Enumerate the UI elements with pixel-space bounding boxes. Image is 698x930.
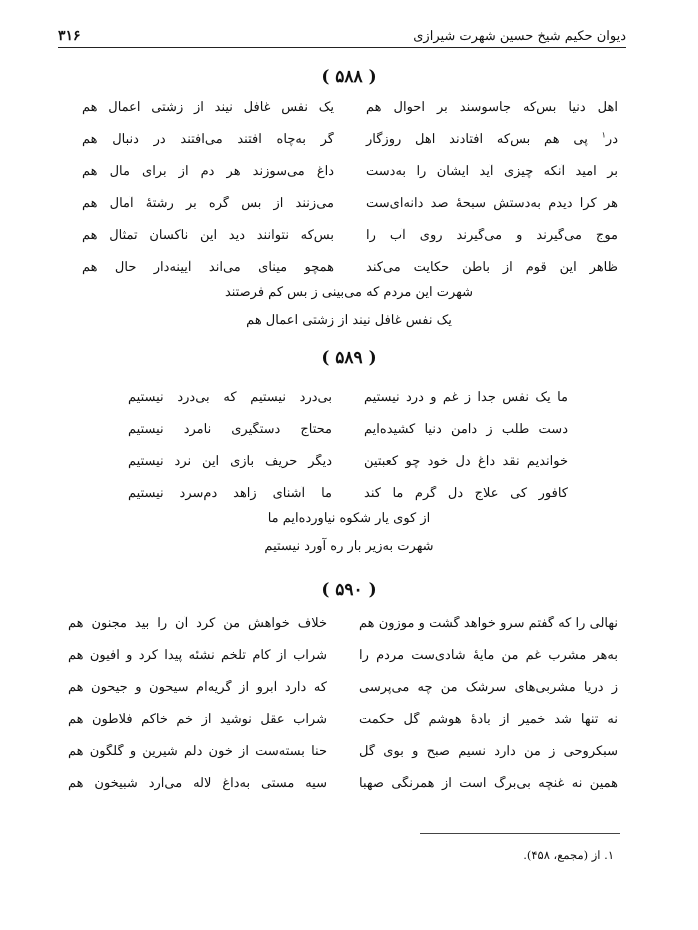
poem-title-588: ( ۵۸۸ ): [321, 67, 377, 87]
poem-588-closing-couplet: [0, 279, 698, 335]
couplet: [82, 155, 618, 187]
couplet: [68, 735, 618, 767]
hemistich-text: در$^۱$ پی هم بس‌که افتادند اهل روزگار: [366, 130, 618, 148]
poem-589-couplets: [128, 381, 568, 509]
footnote-divider: [420, 833, 620, 834]
second-hemistich: می‌زنند از بس گره بر رشتهٔ آمال هم: [82, 195, 334, 211]
running-header: [58, 18, 626, 48]
first-hemistich: دست طلب ز دامن دنیا کشیده‌ایم: [364, 421, 568, 437]
first-hemistich: همین نه غنچه بی‌برگ است از همرنگی صهبا: [359, 775, 618, 791]
second-hemistich: سیه مستی به‌داغ لاله می‌آرد شبیخون هم: [68, 775, 327, 791]
first-hemistich: سبکروحی ز من دارد نسیم صبح و بوی گل: [359, 743, 618, 759]
couplet: [82, 91, 618, 123]
second-hemistich: که دارد آبرو از گریه‌ام سیحون و جیحون هم: [68, 679, 327, 695]
page-number: ۳۱۶: [58, 28, 81, 44]
first-hemistich: ز دریا مشربی‌های سرشک من چه می‌پرسی: [359, 679, 618, 695]
second-hemistich: گر به‌چاه افتند می‌افتند در دنبال هم: [82, 131, 334, 147]
poem-588-couplets: [82, 91, 618, 283]
book-title: دیوان حکیم شیخ حسین شهرت شیرازی: [413, 29, 626, 44]
couplet: [128, 445, 568, 477]
first-hemistich: ما یک نفس جدا ز غم و درد نیستیم: [364, 389, 568, 405]
couplet: [82, 123, 618, 155]
first-hemistich: خواندیم نقد داغ دل خود چو کعبتین: [364, 453, 568, 469]
first-hemistich: اهل دنیا بس‌که جاسوسند بر احوال هم: [366, 99, 618, 115]
second-hemistich: حنا بسته‌ست از خون دلم شیرین و گلگون هم: [68, 743, 327, 759]
first-hemistich: به‌هر مشرب غم من مایهٔ شادی‌ست مردم را: [359, 647, 618, 663]
second-hemistich: ما آشنای زاهد دم‌سرد نیستیم: [128, 485, 332, 501]
second-hemistich: شراب از کام تلخم نشئه پیدا کرد و افیون هم: [68, 647, 327, 663]
second-hemistich: محتاج دستگیری نامرد نیستیم: [128, 421, 332, 437]
poem-title-589: ( ۵۸۹ ): [321, 348, 377, 368]
couplet: [128, 413, 568, 445]
closing-line: شهرت این مردم که می‌بینی ز بس کم فرصتند: [224, 285, 474, 300]
first-hemistich: بر امید آنکه چیزی آید ایشان را به‌دست: [366, 163, 618, 179]
couplet: [82, 219, 618, 251]
couplet: [68, 607, 618, 639]
footnote-reference-mark: ۱: [601, 130, 606, 140]
first-hemistich: نهالی را که گفتم سرو خواهد گشت و موزون هم: [359, 615, 618, 631]
couplet: [68, 703, 618, 735]
first-hemistich: هر کرا دیدم به‌دستش سبحهٔ صد دانه‌ای‌ست: [366, 195, 618, 211]
poem-589-closing-couplet: [0, 505, 698, 561]
first-hemistich: نه تنها شد خمیر از بادهٔ هوشم گل حکمت: [359, 711, 618, 727]
first-hemistich: موج می‌گیرند و می‌گیرند روی آب را: [366, 227, 618, 243]
second-hemistich: خلاف خواهش من کرد آن را بید مجنون هم: [68, 615, 327, 631]
first-hemistich: کافور کی علاج دل گرم ما کند: [364, 485, 568, 501]
closing-line: شهرت به‌زیر بار ره آورد نیستیم: [264, 539, 434, 554]
couplet: [68, 639, 618, 671]
closing-line: از کوی یار شکوه نیاورده‌ایم ما: [267, 511, 431, 526]
second-hemistich: همچو مینای می‌اند آیینه‌دار حال هم: [82, 259, 334, 275]
second-hemistich: داغ می‌سوزند هر دم از برای مال هم: [82, 163, 334, 179]
footnote: ۱. از (مجمع، ۴۵۸).: [523, 848, 614, 862]
second-hemistich: یک نفس غافل نیند از زشتی اعمال هم: [82, 99, 334, 115]
closing-line: یک نفس غافل نیند از زشتی اعمال هم: [246, 313, 452, 328]
couplet: [128, 381, 568, 413]
poem-590-couplets: [68, 607, 618, 799]
couplet: [82, 187, 618, 219]
second-hemistich: شراب عقل نوشید از خم خاکم فلاطون هم: [68, 711, 327, 727]
first-hemistich: ظاهر این قوم از باطن حکایت می‌کند: [366, 259, 618, 275]
couplet: [68, 767, 618, 799]
second-hemistich: بس‌که نتوانند دید این ناکسان تمثال هم: [82, 227, 334, 243]
poem-title-590: ( ۵۹۰ ): [321, 580, 377, 600]
couplet: [68, 671, 618, 703]
second-hemistich: بی‌درد نیستیم که بی‌درد نیستیم: [128, 389, 332, 405]
first-hemistich: [350, 131, 618, 147]
second-hemistich: دیگر حریف بازی این نرد نیستیم: [128, 453, 332, 469]
